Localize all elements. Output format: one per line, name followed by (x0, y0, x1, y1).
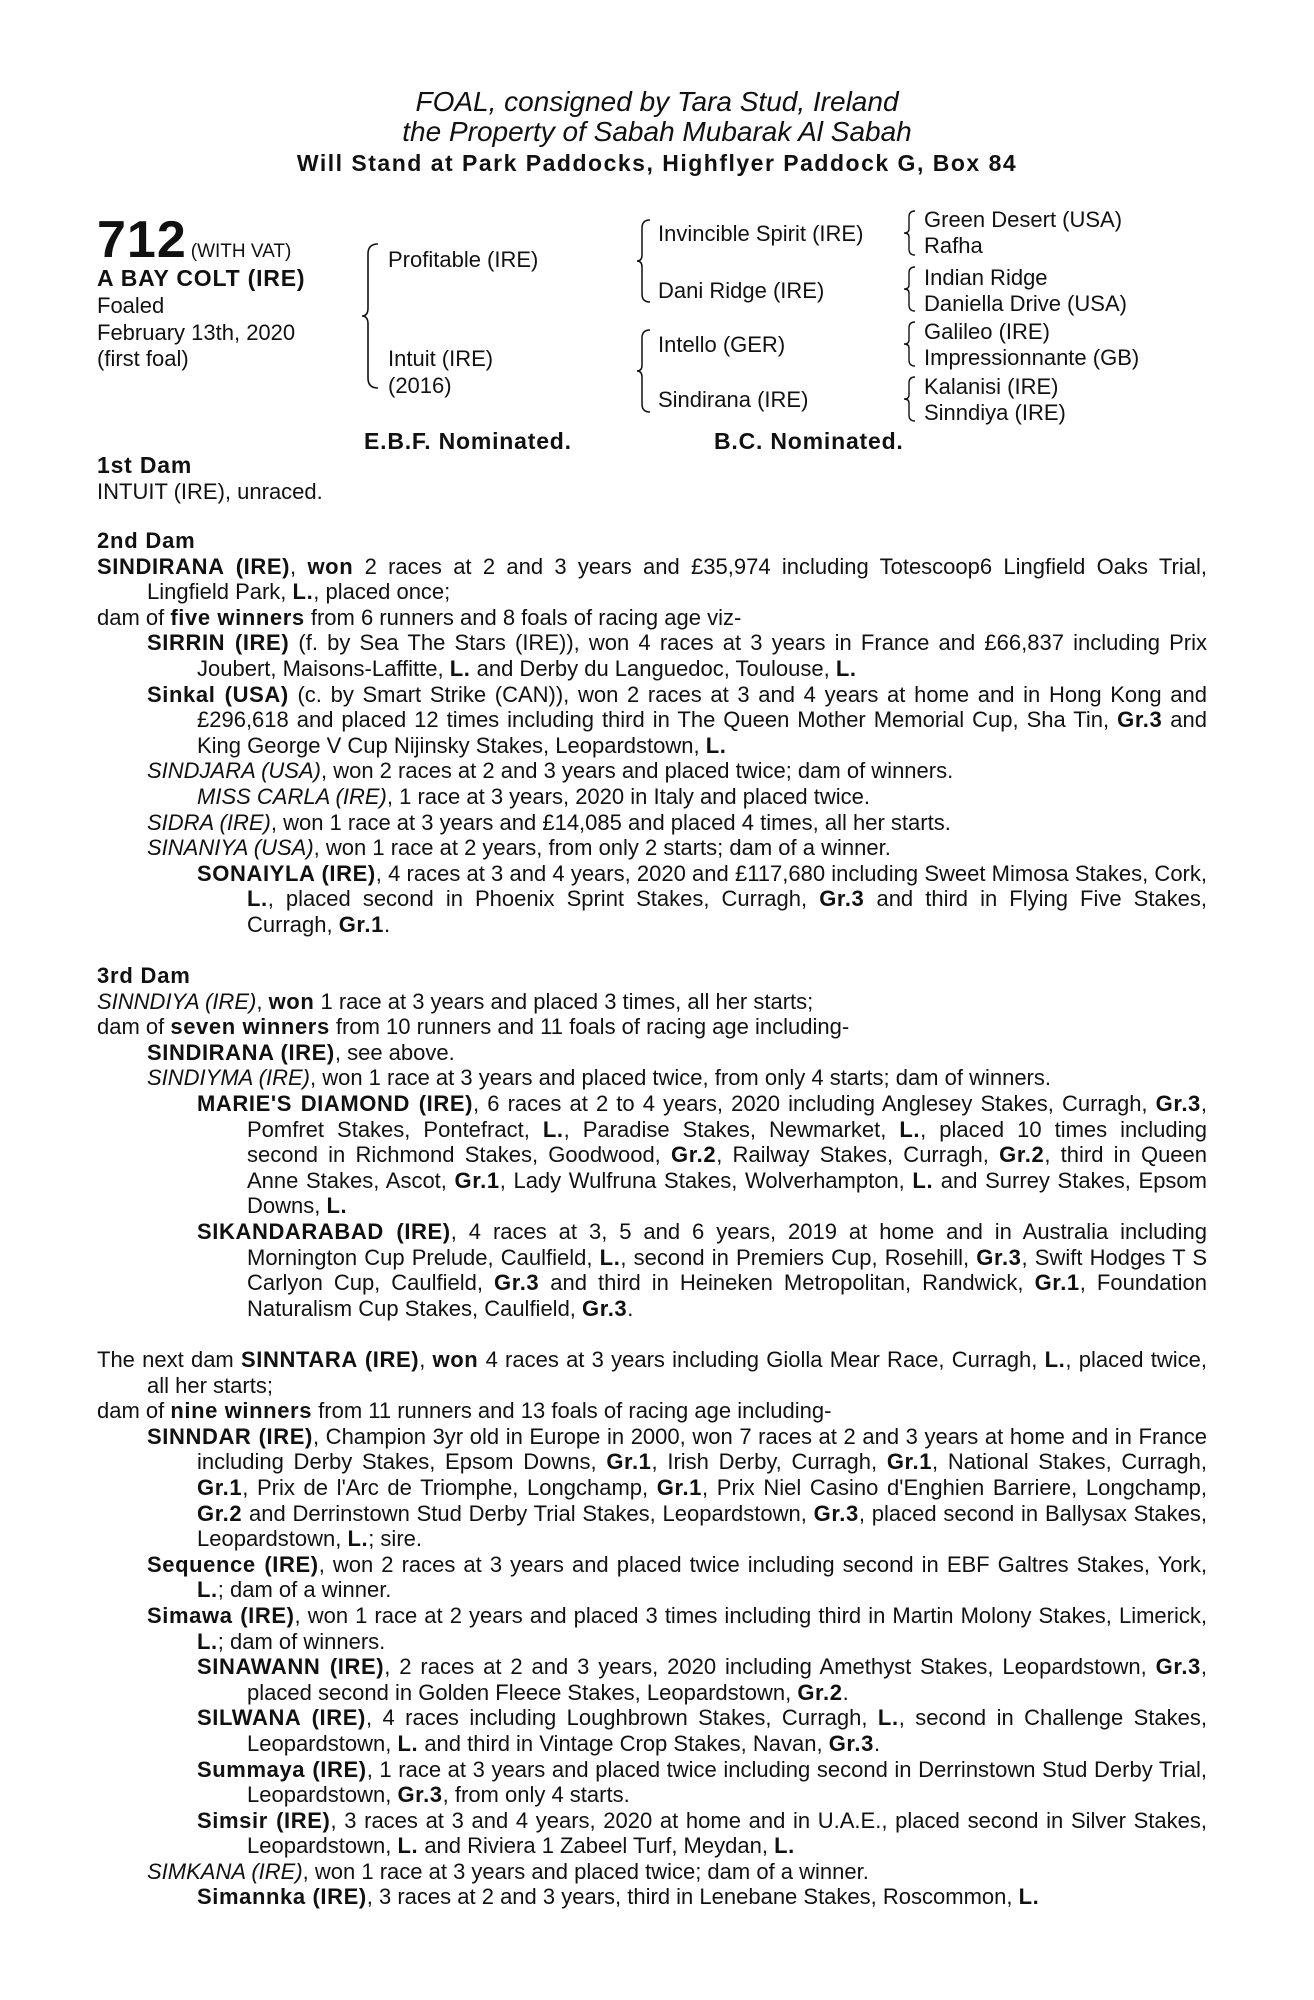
sire-dam: Dani Ridge (IRE) (658, 278, 825, 303)
progeny-entry: SIKANDARABAD (IRE), 4 races at 3, 5 and 6 years, 2019 at home and in Australia including Mornington Cup Prelude, Caulfield, L., second in Premiers Cup, Rosehill, Gr.3, Swift Hodges T S Carlyon Cup, Caulfield, Gr.3 and third in Heineken Metropolitan, Randwick, Gr.1, Foundation Naturalism Cup Stakes, Caulfield, Gr.3. (197, 1219, 1208, 1321)
progeny-entry: MISS CARLA (IRE), 1 race at 3 years, 2020 in Italy and placed twice. (197, 783, 870, 809)
next-dam-produce: dam of nine winners from 11 runners and 13 foals of racing age including- (97, 1398, 832, 1424)
vat-note: (WITH VAT) (190, 241, 292, 262)
dam-sire: Intello (GER) (658, 332, 786, 357)
third-dam-main: SINNDIYA (IRE), won 1 race at 3 years and placed 3 times, all her starts; (97, 988, 814, 1014)
progeny-entry: SIRRIN (IRE) (f. by Sea The Stars (IRE)), won 4 races at 3 years in France and £66,837 including Prix Joubert, Maisons-Laffitte, L. and Derby du Languedoc, Toulouse, L. (147, 630, 1207, 681)
first-dam-heading: 1st Dam (97, 452, 193, 478)
g3-brace-1 (903, 209, 917, 257)
bc-nominated: B.C. Nominated. (714, 428, 904, 454)
progeny-entry: Simsir (IRE), 3 races at 3 and 4 years, 2020 at home and in U.A.E., placed second in Silver Stakes, Leopardstown, L. and Riviera 1 Zabeel Turf, Meydan, L. (197, 1807, 1207, 1859)
g3-brace-3 (903, 320, 917, 368)
g3-8: Sinndiya (IRE) (924, 400, 1066, 425)
lot-heading (97, 210, 291, 270)
dam-name: Intuit (IRE) (388, 346, 494, 371)
progeny-entry: Summaya (IRE), 1 race at 3 years and placed twice including second in Derrinstown Stud Derby Trial, Leopardstown, Gr.3, from only 4 starts. (197, 1756, 1207, 1808)
lot-number: 712 (97, 211, 187, 269)
consignor-line: FOAL, consigned by Tara Stud, Ireland (415, 86, 899, 117)
progeny-entry: SINDJARA (USA), won 2 races at 2 and 3 years and placed twice; dam of winners. (147, 758, 954, 784)
third-dam-produce: dam of seven winners from 10 runners and 11 foals of racing age including- (97, 1014, 850, 1040)
progeny-entry: SIDRA (IRE), won 1 race at 3 years and £14,085 and placed 4 times, all her starts. (147, 809, 951, 835)
progeny-entry: SILWANA (IRE), 4 races including Loughbrown Stakes, Curragh, L., second in Challenge Stakes, Leopardstown, L. and third in Vintage Crop Stakes, Navan, Gr.3. (197, 1705, 1207, 1756)
g3-brace-2 (903, 265, 917, 313)
g3-1: Green Desert (USA) (924, 207, 1123, 232)
third-dam-heading: 3rd Dam (97, 963, 191, 989)
ebf-nominated: E.B.F. Nominated. (364, 428, 572, 454)
dam-year: (2016) (388, 373, 452, 398)
g3-6: Impressionnante (GB) (924, 345, 1140, 370)
progeny-entry: SINANIYA (USA), won 1 race at 2 years, from only 2 starts; dam of a winner. (147, 835, 891, 861)
progeny-entry: SONAIYLA (IRE), 4 races at 3 and 4 years, 2020 and £117,680 including Sweet Mimosa Stakes, Cork, L., placed second in Phoenix Sprint Stakes, Curragh, Gr.3 and third in Flying Five Stakes, Curragh, Gr.1. (197, 860, 1207, 937)
progeny-entry: SINAWANN (IRE), 2 races at 2 and 3 years, 2020 including Amethyst Stakes, Leopardstown, Gr.3, placed second in Golden Fleece Stakes, Leopardstown, Gr.2. (197, 1654, 1208, 1705)
foaled-label: Foaled (97, 293, 165, 318)
progeny-entry: SINNDAR (IRE), Champion 3yr old in Europe in 2000, won 7 races at 2 and 3 years at home and in France including Derby Stakes, Epsom Downs, Gr.1, Irish Derby, Curragh, Gr.1, National Stakes, Curragh, Gr.1, Prix de l'Arc de Triomphe, Longchamp, Gr.1, Prix Niel Casino d'Enghien Barriere, Longchamp, Gr.2 and Derrinstown Stud Derby Trial Stakes, Leopardstown, Gr.3, placed second in Ballysax Stakes, Leopardstown, L.; sire. (147, 1423, 1207, 1552)
second-dam-produce: dam of five winners from 6 runners and 8 foals of racing age viz- (97, 604, 742, 630)
sire-name: Profitable (IRE) (388, 247, 539, 272)
g3-4: Daniella Drive (USA) (924, 291, 1127, 316)
second-dam-main: SINDIRANA (IRE), won 2 races at 2 and 3 years and £35,974 including Totescoop6 Lingfield Oaks Trial, Lingfield Park, L., placed once; (97, 553, 1207, 605)
progeny-entry: Sinkal (USA) (c. by Smart Strike (CAN)), won 2 races at 3 and 4 years at home and in Hong Kong and £296,618 and placed 12 times including third in The Queen Mother Memorial Cup, Sha Tin, Gr.3 and King George V Cup Nijinsky Stakes, Leopardstown, L. (147, 681, 1207, 758)
g3-2: Rafha (924, 233, 983, 258)
sire-sire: Invincible Spirit (IRE) (658, 221, 864, 246)
next-dam-main: The next dam SINNTARA (IRE), won 4 races at 3 years including Giolla Mear Race, Curragh, L., placed twice, all her starts; (97, 1347, 1208, 1398)
progeny-entry: Simawa (IRE), won 1 race at 2 years and placed 3 times including third in Martin Molony Stakes, Limerick, L.; dam of winners. (147, 1602, 1207, 1654)
g3-3: Indian Ridge (924, 265, 1048, 290)
g3-5: Galileo (IRE) (924, 319, 1050, 344)
property-line: the Property of Sabah Mubarak Al Sabah (402, 116, 912, 147)
g3-brace-4 (903, 375, 917, 423)
progeny-entry: Sequence (IRE), won 2 races at 3 years and placed twice including second in EBF Galtres Stakes, York, L.; dam of a winner. (147, 1551, 1207, 1603)
dam-line-brace (636, 328, 652, 414)
sire-dam-brace (360, 242, 380, 390)
sire-line-brace (636, 218, 652, 304)
family-text (97, 528, 1207, 1910)
progeny-entry: SINDIRANA (IRE), see above. (147, 1039, 455, 1065)
g3-7: Kalanisi (IRE) (924, 374, 1059, 399)
second-dam-heading: 2nd Dam (97, 528, 196, 553)
foaled-date: February 13th, 2020 (97, 320, 296, 345)
progeny-entry: SIMKANA (IRE), won 1 race at 3 years and placed twice; dam of a winner. (147, 1858, 869, 1884)
lot-name: A BAY COLT (IRE) (97, 265, 306, 291)
dam-dam: Sindirana (IRE) (658, 387, 809, 412)
foal-note: (first foal) (97, 346, 189, 371)
progeny-entry: SINDIYMA (IRE), won 1 race at 3 years and placed twice, from only 4 starts; dam of winners. (147, 1065, 1051, 1091)
progeny-entry: Simannka (IRE), 3 races at 2 and 3 years, third in Lenebane Stakes, Roscommon, L. (197, 1884, 1040, 1910)
first-dam-text: INTUIT (IRE), unraced. (97, 479, 323, 504)
progeny-entry: MARIE'S DIAMOND (IRE), 6 races at 2 to 4 years, 2020 including Anglesey Stakes, Curragh, Gr.3, Pomfret Stakes, Pontefract, L., Paradise Stakes, Newmarket, L., placed 10 times including second in Richmond Stakes, Goodwood, Gr.2, Railway Stakes, Curragh, Gr.2, third in Queen Anne Stakes, Ascot, Gr.1, Lady Wulfruna Stakes, Wolverhampton, L. and Surrey Stakes, Epsom Downs, L. (197, 1091, 1208, 1219)
location-line: Will Stand at Park Paddocks, Highflyer Paddock G, Box 84 (296, 150, 1018, 176)
